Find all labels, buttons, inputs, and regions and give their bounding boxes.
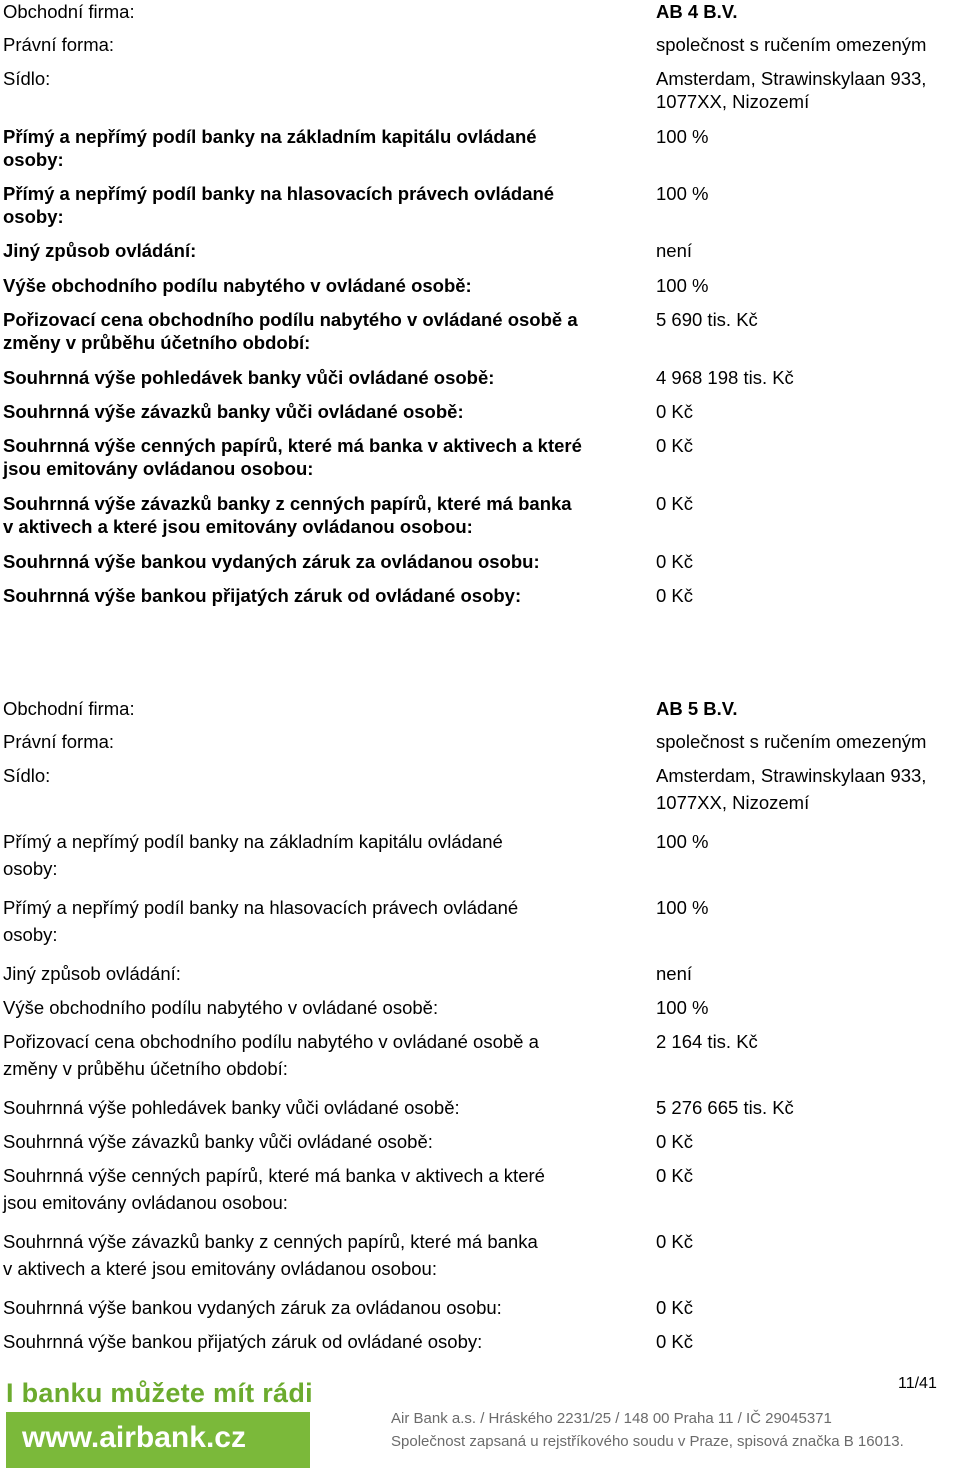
- sidlo-line2: 1077XX, Nizozemí: [656, 792, 810, 813]
- footer-slogan: I banku můžete mít rádi: [6, 1378, 313, 1408]
- sidlo-line1: Amsterdam, Strawinskylaan 933,: [656, 765, 927, 786]
- podil-hlas-value: 100 %: [656, 897, 709, 918]
- podil-kapital-label: Přímý a nepřímý podíl banky na základním kapitálu ovládané: [3, 831, 503, 852]
- vyse-podilu-value: 100 %: [656, 275, 709, 296]
- porizovaci-label-cont: změny v průběhu účetního období:: [3, 1058, 288, 1079]
- cenne-papiry-label-cont: jsou emitovány ovládanou osobou:: [3, 1192, 288, 1213]
- vydane-zaruky-value: 0 Kč: [656, 551, 694, 572]
- porizovaci-label-cont: změny v průběhu účetního období:: [3, 332, 311, 353]
- sidlo-label: Sídlo:: [3, 765, 51, 786]
- airbank-url-link[interactable]: www.airbank.cz: [22, 1421, 246, 1454]
- page-number: 11/41: [898, 1375, 937, 1392]
- footer-registration: Společnost zapsaná u rejstříkového soudu v Praze, spisová značka B 16013.: [391, 1433, 904, 1450]
- footer-address: Air Bank a.s. / Hráského 2231/25 / 148 00 Praha 11 / IČ 29045371: [391, 1410, 832, 1427]
- zavazky-cp-label: Souhrnná výše závazků banky z cenných papírů, které má banka: [3, 493, 572, 514]
- cenne-papiry-label: Souhrnná výše cenných papírů, které má banka v aktivech a které: [3, 435, 582, 456]
- prijate-zaruky-value: 0 Kč: [656, 585, 694, 606]
- jiny-zpusob-label: Jiný způsob ovládání:: [3, 963, 181, 984]
- obchodni-firma-label: Obchodní firma:: [3, 698, 135, 719]
- zavazky-cp-label: Souhrnná výše závazků banky z cenných papírů, které má banka: [3, 1231, 538, 1252]
- jiny-zpusob-value: není: [656, 240, 693, 261]
- vydane-zaruky-label: Souhrnná výše bankou vydaných záruk za ovládanou osobu:: [3, 551, 540, 572]
- podil-kapital-value: 100 %: [656, 831, 709, 852]
- pravni-forma-label: Právní forma:: [3, 731, 115, 752]
- sidlo-line2: 1077XX, Nizozemí: [656, 91, 810, 112]
- podil-hlas-value: 100 %: [656, 183, 709, 204]
- jiny-zpusob-value: není: [656, 963, 693, 984]
- sidlo-label: Sídlo:: [3, 68, 51, 89]
- pravni-forma-label: Právní forma:: [3, 34, 115, 55]
- zavazky-label: Souhrnná výše závazků banky vůči ovládané osobě:: [3, 1131, 433, 1152]
- obchodni-firma-value: AB 5 B.V.: [656, 698, 738, 719]
- pohledavky-value: 4 968 198 tis. Kč: [656, 367, 794, 388]
- cenne-papiry-value: 0 Kč: [656, 1165, 694, 1186]
- vydane-zaruky-value: 0 Kč: [656, 1297, 694, 1318]
- prijate-zaruky-value: 0 Kč: [656, 1331, 694, 1352]
- zavazky-value: 0 Kč: [656, 401, 694, 422]
- porizovaci-label: Pořizovací cena obchodního podílu nabytého v ovládané osobě a: [3, 309, 578, 330]
- podil-hlas-label: Přímý a nepřímý podíl banky na hlasovacích právech ovládané: [3, 183, 555, 204]
- obchodni-firma-label: Obchodní firma:: [3, 1, 135, 22]
- vydane-zaruky-label: Souhrnná výše bankou vydaných záruk za ovládanou osobu:: [3, 1297, 502, 1318]
- vyse-podilu-value: 100 %: [656, 997, 709, 1018]
- pohledavky-label: Souhrnná výše pohledávek banky vůči ovládané osobě:: [3, 367, 495, 388]
- sidlo-line1: Amsterdam, Strawinskylaan 933,: [656, 68, 927, 89]
- pravni-forma-value: společnost s ručením omezeným: [656, 34, 927, 55]
- zavazky-cp-label-cont: v aktivech a které jsou emitovány ovládanou osobou:: [3, 516, 473, 537]
- podil-hlas-label-cont: osoby:: [3, 206, 64, 227]
- podil-hlas-label-cont: osoby:: [3, 924, 58, 945]
- podil-kapital-label: Přímý a nepřímý podíl banky na základním kapitálu ovládané: [3, 126, 537, 147]
- porizovaci-value: 5 690 tis. Kč: [656, 309, 758, 330]
- podil-kapital-value: 100 %: [656, 126, 709, 147]
- pravni-forma-value: společnost s ručením omezeným: [656, 731, 927, 752]
- podil-hlas-label: Přímý a nepřímý podíl banky na hlasovacích právech ovládané: [3, 897, 519, 918]
- cenne-papiry-value: 0 Kč: [656, 435, 694, 456]
- pohledavky-label: Souhrnná výše pohledávek banky vůči ovládané osobě:: [3, 1097, 460, 1118]
- cenne-papiry-label: Souhrnná výše cenných papírů, které má banka v aktivech a které: [3, 1165, 545, 1186]
- zavazky-cp-value: 0 Kč: [656, 493, 694, 514]
- prijate-zaruky-label: Souhrnná výše bankou přijatých záruk od ovládané osoby:: [3, 585, 522, 606]
- pohledavky-value: 5 276 665 tis. Kč: [656, 1097, 794, 1118]
- porizovaci-value: 2 164 tis. Kč: [656, 1031, 758, 1052]
- vyse-podilu-label: Výše obchodního podílu nabytého v ovládané osobě:: [3, 275, 472, 296]
- podil-kapital-label-cont: osoby:: [3, 149, 64, 170]
- obchodni-firma-value: AB 4 B.V.: [656, 1, 738, 22]
- podil-kapital-label-cont: osoby:: [3, 858, 58, 879]
- cenne-papiry-label-cont: jsou emitovány ovládanou osobou:: [3, 458, 314, 479]
- zavazky-cp-label-cont: v aktivech a které jsou emitovány ovládanou osobou:: [3, 1258, 437, 1279]
- vyse-podilu-label: Výše obchodního podílu nabytého v ovládané osobě:: [3, 997, 439, 1018]
- zavazky-value: 0 Kč: [656, 1131, 694, 1152]
- prijate-zaruky-label: Souhrnná výše bankou přijatých záruk od ovládané osoby:: [3, 1331, 483, 1352]
- jiny-zpusob-label: Jiný způsob ovládání:: [3, 240, 197, 261]
- zavazky-cp-value: 0 Kč: [656, 1231, 694, 1252]
- zavazky-label: Souhrnná výše závazků banky vůči ovládané osobě:: [3, 401, 464, 422]
- porizovaci-label: Pořizovací cena obchodního podílu nabytého v ovládané osobě a: [3, 1031, 539, 1052]
